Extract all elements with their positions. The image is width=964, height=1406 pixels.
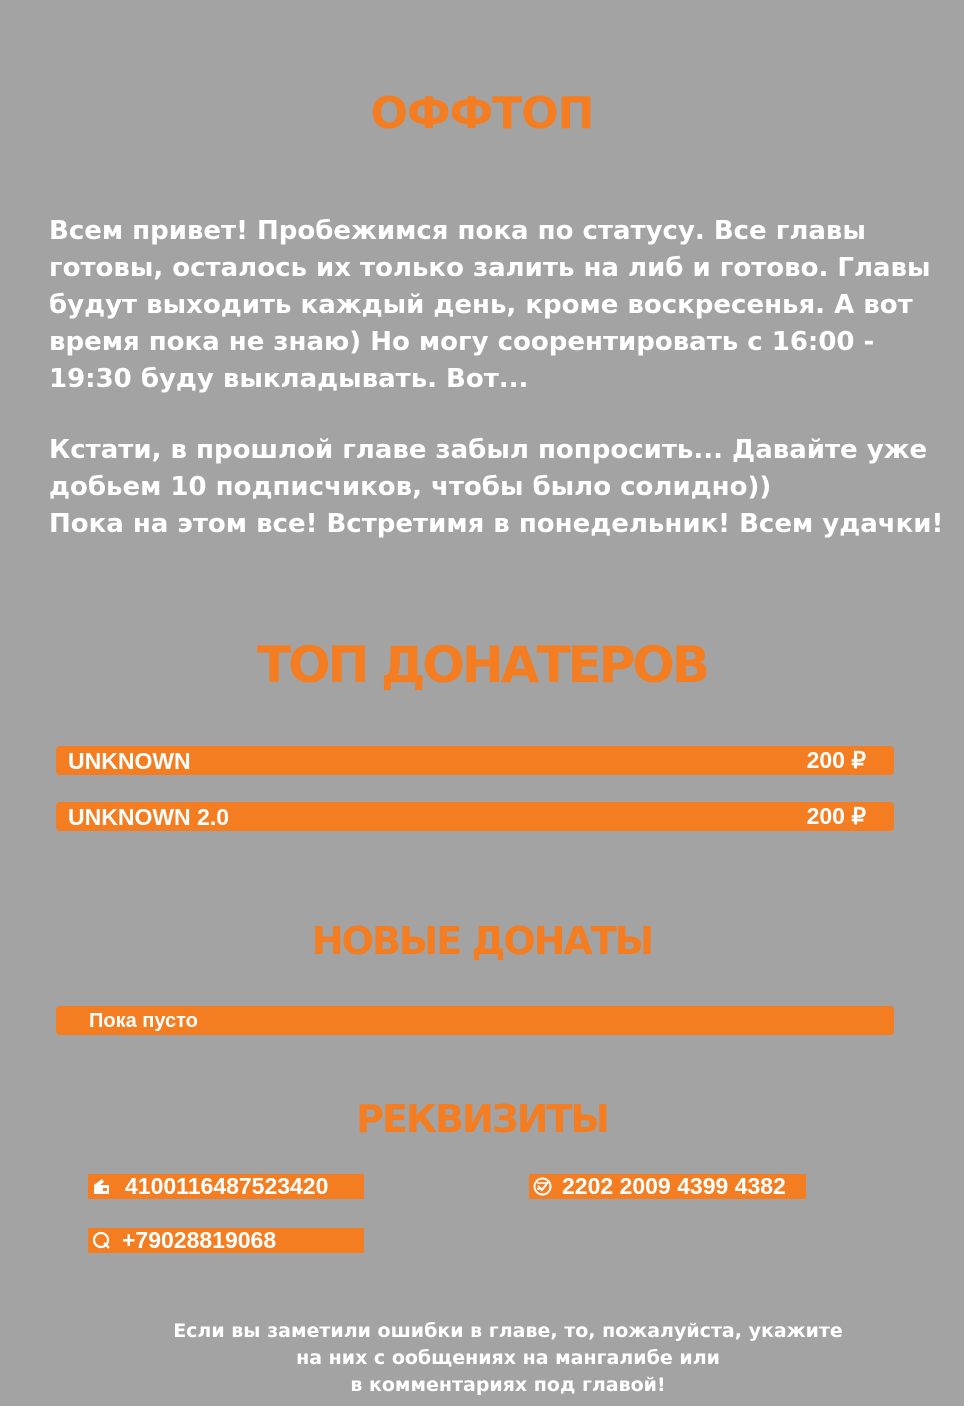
footer-line: Если вы заметили ошибки в главе, то, пожалуйста, укажите xyxy=(173,1320,843,1342)
footer-note xyxy=(0,1318,964,1399)
text-line: Пока на этом все! Встретимя в понедельник! Всем удачки! xyxy=(49,509,944,539)
wallet-number: 4100116487523420 xyxy=(125,1173,329,1199)
donor-amount: 200 ₽ xyxy=(806,803,866,829)
donor-row xyxy=(56,746,894,775)
empty-message: Пока пусто xyxy=(89,1010,198,1032)
top-donors-title: ТОП ДОНАТЕРОВ xyxy=(257,636,707,694)
wallet-icon xyxy=(92,1177,111,1196)
new-donations-row xyxy=(56,1006,894,1035)
offtop-paragraph-1 xyxy=(49,213,949,398)
donor-name: UNKNOWN 2.0 xyxy=(68,804,230,830)
text-line: готовы, осталось их только залить на либ и готово. Главы xyxy=(49,253,931,283)
card-requisite xyxy=(529,1174,806,1199)
offtop-paragraph-2 xyxy=(49,432,949,543)
text-line: Всем привет! Пробежимся пока по статусу. Все главы xyxy=(49,216,866,246)
text-line: будут выходить каждый день, кроме воскресенья. А вот xyxy=(49,290,913,320)
wallet-requisite xyxy=(88,1174,364,1199)
card-number: 2202 2009 4399 4382 xyxy=(562,1173,786,1199)
qiwi-icon xyxy=(92,1231,111,1250)
requisites-title: РЕКВИЗИТЫ xyxy=(356,1097,608,1141)
text-line: время пока не знаю) Но могу соорентировать с 16:00 - xyxy=(49,327,875,357)
footer-line: в комментариях под главой! xyxy=(350,1374,666,1396)
donor-name: UNKNOWN xyxy=(68,748,191,774)
text-line: Кстати, в прошлой главе забыл попросить... Давайте уже xyxy=(49,435,928,465)
donor-amount: 200 ₽ xyxy=(806,747,866,773)
new-donations-title: НОВЫЕ ДОНАТЫ xyxy=(311,919,653,963)
footer-line: на них с ообщениях на мангалибе или xyxy=(296,1347,720,1369)
text-line: 19:30 буду выкладывать. Вот... xyxy=(49,364,529,394)
phone-number: +79028819068 xyxy=(122,1227,277,1253)
donor-row xyxy=(56,802,894,831)
offtop-title: ОФФТОП xyxy=(370,88,594,139)
phone-requisite xyxy=(88,1228,364,1253)
bank-card-icon xyxy=(533,1177,552,1196)
text-line: добьем 10 подписчиков, чтобы было солидно)) xyxy=(49,472,772,502)
